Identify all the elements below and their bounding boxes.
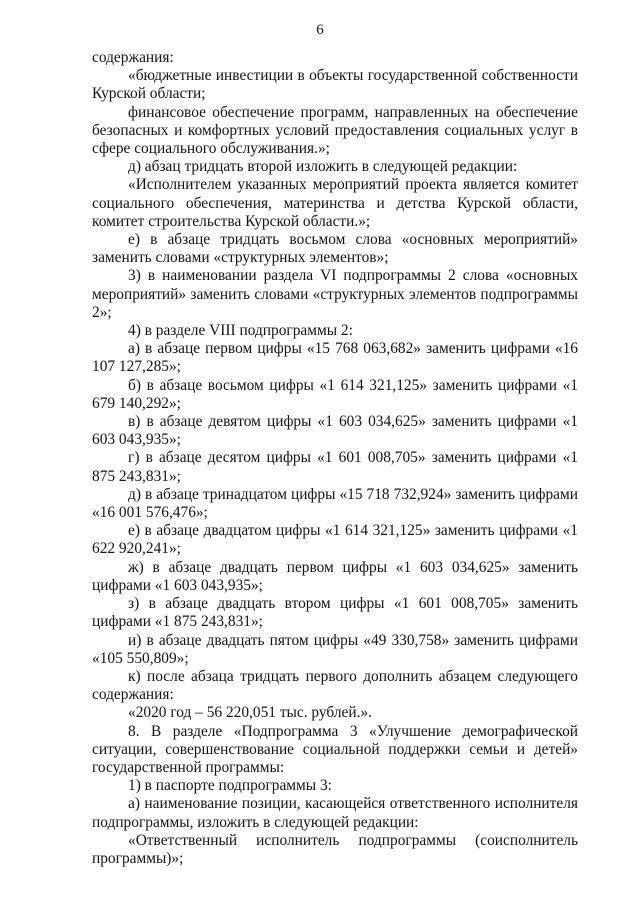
paragraph: и) в абзаце двадцать пятом цифры «49 330,758» заменить цифрами «105 550,809»; [92, 631, 578, 667]
paragraph: финансовое обеспечение программ, направленных на обеспечение безопасных и комфортных условий предоставления социальных услуг в сфере социального обслуживания.»; [92, 103, 578, 158]
paragraph: 1) в паспорте подпрограммы 3: [128, 777, 332, 795]
paragraph: д) в абзаце тринадцатом цифры «15 718 732,924» заменить цифрами «16 001 576,476»; [92, 485, 578, 522]
paragraph: в) в абзаце девятом цифры «1 603 034,625» заменить цифрами «1 603 043,935»; [92, 413, 578, 449]
paragraph: е) в абзаце двадцатом цифры «1 614 321,125» заменить цифрами «1 622 920,241»; [92, 522, 578, 558]
paragraph: содержания: [92, 49, 174, 66]
paragraph: 8. В разделе «Подпрограмма 3 «Улучшение демографической ситуации, совершенствование социальной поддержки семьи и детей» государственной программы: [92, 722, 578, 776]
paragraph: «Ответственный исполнитель подпрограммы (соисполнитель программы)»; [92, 831, 578, 867]
paragraph: «Исполнителем указанных мероприятий проекта является комитет социального обеспечения, материнства и детства Курской области, комитет строительства Курской области.»; [92, 176, 578, 230]
paragraph: б) в абзаце восьмом цифры «1 614 321,125» заменить цифрами «1 679 140,292»; [92, 376, 578, 412]
paragraph: е) в абзаце тридцать восьмом слова «основных мероприятий» заменить словами «структурных элементов»; [92, 231, 578, 267]
paragraph: д) абзац тридцать второй изложить в следующей редакции: [128, 158, 518, 176]
paragraph: г) в абзаце десятом цифры «1 601 008,705» заменить цифрами «1 875 243,831»; [92, 449, 578, 485]
paragraph: «бюджетные инвестиции в объекты государственной собственности Курской области; [92, 67, 578, 103]
paragraph: а) в абзаце первом цифры «15 768 063,682» заменить цифрами «16 107 127,285»; [92, 340, 578, 376]
document-body [92, 49, 578, 868]
paragraph: а) наименование позиции, касающейся ответственного исполнителя подпрограммы, изложить в следующей редакции: [92, 795, 578, 831]
page-number: 6 [316, 22, 324, 38]
paragraph: «2020 год – 56 220,051 тыс. рублей.». [128, 704, 372, 722]
paragraph: 3) в наименовании раздела VI подпрограммы 2 слова «основных мероприятий» заменить словами «структурных элементов подпрограммы 2»; [92, 267, 578, 321]
paragraph: 4) в разделе VIII подпрограммы 2: [128, 322, 353, 340]
paragraph: ж) в абзаце двадцать первом цифры «1 603 034,625» заменить цифрами «1 603 043,935»; [92, 558, 578, 594]
paragraph: к) после абзаца тридцать первого дополнить абзацем следующего содержания: [92, 667, 578, 704]
paragraph: з) в абзаце двадцать втором цифры «1 601 008,705» заменить цифрами «1 875 243,831»; [92, 595, 578, 631]
